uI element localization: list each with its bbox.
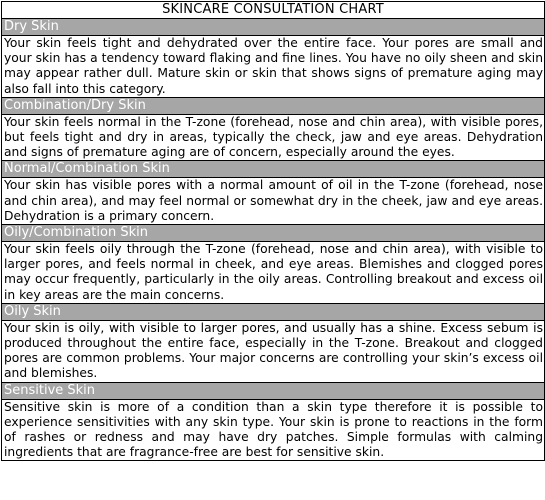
skin-type-description: Your skin has visible pores with a normal amount of oil in the T-zone (forehead, nose and chin area), and may feel normal or somewhat dry in the cheek, jaw and eye areas. Dehydration is a primary concern. [2,178,544,225]
skin-type-description: Your skin feels oily through the T-zone (forehead, nose and chin area), with visible to larger pores, and feels normal in cheek, and eye areas. Blemishes and clogged pores may occur frequently, particularly in the oily areas. Controlling breakout and excess oil in key areas are the main concerns. [2,242,544,304]
skin-type-row-sensitive [2,383,544,461]
skin-type-description: Your skin feels normal in the T-zone (forehead, nose and chin area), with visible pores, but feels tight and dry in areas, typically the check, jaw and eye areas. Dehydration and signs of premature aging are of concern, especially around the eyes. [2,115,544,162]
skin-type-header: Oily/Combination Skin [2,225,544,242]
skin-type-header: Normal/Combination Skin [2,161,544,178]
skin-type-row-dry [2,19,544,98]
chart-title: SKINCARE CONSULTATION CHART [2,2,544,19]
skin-type-description: Sensitive skin is more of a condition than a skin type therefore it is possible to experience sensitivities with any skin type. Your skin is prone to reactions in the form of rashes or redness and may have dry patches. Simple formulas with calming ingredients that are fragrance-free are best for sensitive skin. [4,399,543,460]
skin-type-header: Dry Skin [2,19,544,36]
skin-type-header: Combination/Dry Skin [2,98,544,115]
skin-type-row-normal-combination [2,161,544,225]
skincare-chart [1,1,545,461]
skin-type-row-combination-dry [2,98,544,162]
skin-type-description: Your skin is oily, with visible to larger pores, and usually has a shine. Excess sebum is produced throughout the entire face, especially in the T-zone. Breakout and clogged pores are common problems. Your major concerns are controlling your skin’s excess oil and blemishes. [2,321,544,383]
skin-type-row-oily [2,304,544,383]
skin-type-header: Oily Skin [2,304,544,321]
skin-type-header: Sensitive Skin [2,383,544,400]
skin-type-description: Your skin feels tight and dehydrated over the entire face. Your pores are small and your skin has a tendency toward flaking and fine lines. You have no oily sheen and skin may appear rather dull. Mature skin or skin that shows signs of premature aging may also fall into this category. [2,36,544,98]
skin-type-row-oily-combination [2,225,544,304]
